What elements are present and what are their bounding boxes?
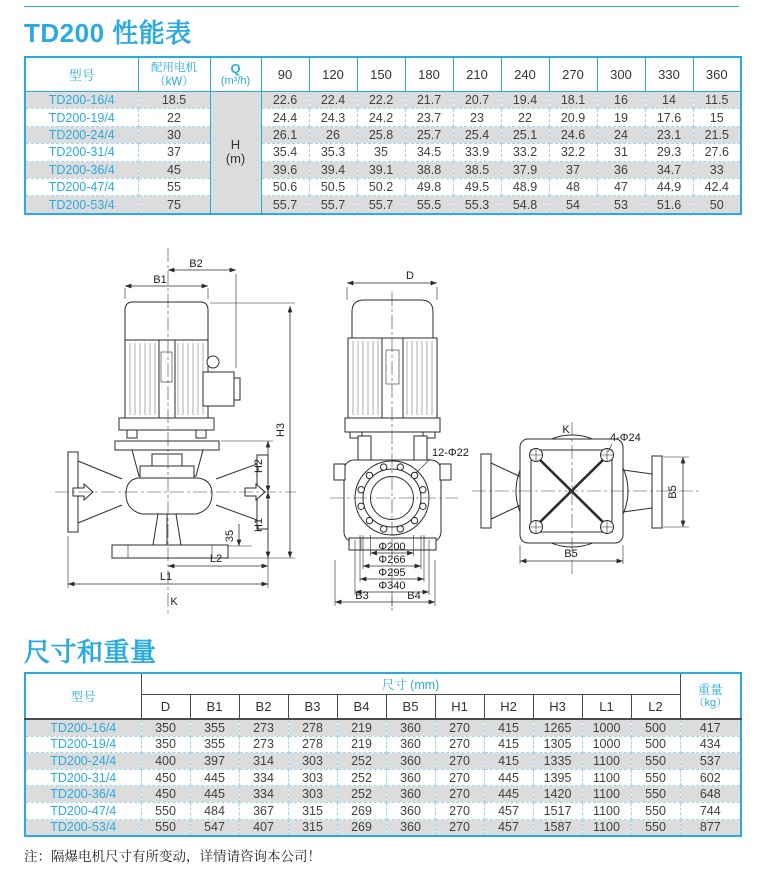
dim-col-header: H1 xyxy=(435,695,484,720)
cell: 53 xyxy=(597,196,645,214)
cell: 415 xyxy=(484,719,533,736)
perf-col-q xyxy=(210,57,261,92)
table-row xyxy=(25,161,741,178)
motor-label-line2: （kW） xyxy=(154,75,194,88)
cell: 25.8 xyxy=(357,126,405,143)
cell: 23 xyxy=(453,109,501,126)
cell: 270 xyxy=(435,753,484,770)
weight-label-line2: （kg） xyxy=(693,696,728,709)
cell: 55.7 xyxy=(309,196,357,214)
perf-col-model: 型号 xyxy=(25,57,138,92)
cell: 1100 xyxy=(582,769,631,786)
cell: 550 xyxy=(631,753,680,770)
cell: 55.3 xyxy=(453,196,501,214)
cell: 34.7 xyxy=(645,161,693,178)
cell: 314 xyxy=(239,753,288,770)
dim-col-header: H2 xyxy=(484,695,533,720)
cell: 11.5 xyxy=(693,92,741,109)
cell: 367 xyxy=(239,802,288,819)
cell: 355 xyxy=(190,719,239,736)
cell: 45 xyxy=(138,161,210,178)
table-row xyxy=(25,819,741,836)
cell: 550 xyxy=(631,769,680,786)
flow-header: 270 xyxy=(549,57,597,92)
model-cell: TD200-24/4 xyxy=(25,126,138,143)
cell: 29.3 xyxy=(645,144,693,161)
cell: 18.5 xyxy=(138,92,210,109)
cell: 1000 xyxy=(582,736,631,753)
cell: 32.2 xyxy=(549,144,597,161)
dim-col-header: D xyxy=(141,695,190,720)
cell: 14 xyxy=(645,92,693,109)
cell: 17.6 xyxy=(645,109,693,126)
cell: 35.4 xyxy=(261,144,309,161)
cell: 500 xyxy=(631,736,680,753)
cell: 38.5 xyxy=(453,161,501,178)
cell: 252 xyxy=(337,753,386,770)
cell: 54.8 xyxy=(501,196,549,214)
table-row xyxy=(25,786,741,803)
cell: 1335 xyxy=(533,753,582,770)
dim-label-b5-bottom: B5 xyxy=(564,548,578,560)
cell: 39.1 xyxy=(357,161,405,178)
weight-label-line1: 重量 xyxy=(697,682,723,697)
cell: 18.1 xyxy=(549,92,597,109)
cell: 278 xyxy=(288,719,337,736)
dim-label-b5-side: B5 xyxy=(667,485,679,499)
model-cell: TD200-31/4 xyxy=(25,769,141,786)
view-label-k: K xyxy=(170,596,178,608)
cell: 270 xyxy=(435,736,484,753)
flow-header: 90 xyxy=(261,57,309,92)
cell: 550 xyxy=(141,819,190,836)
cell: 219 xyxy=(337,719,386,736)
cell: 315 xyxy=(288,819,337,836)
cell: 360 xyxy=(386,736,435,753)
model-cell: TD200-36/4 xyxy=(25,161,138,178)
cell: 16 xyxy=(597,92,645,109)
cell: 303 xyxy=(288,786,337,803)
cell: 20.7 xyxy=(453,92,501,109)
cell: 303 xyxy=(288,753,337,770)
weight-cell: 417 xyxy=(680,719,741,736)
flow-header: 240 xyxy=(501,57,549,92)
cell: 400 xyxy=(141,753,190,770)
cell: 350 xyxy=(141,719,190,736)
model-cell: TD200-47/4 xyxy=(25,802,141,819)
cell: 34.5 xyxy=(405,144,453,161)
cell: 75 xyxy=(138,196,210,214)
table-row xyxy=(25,802,741,819)
h-label: H xyxy=(230,137,241,153)
cell: 19 xyxy=(597,109,645,126)
cell: 50.6 xyxy=(261,178,309,195)
cell: 547 xyxy=(190,819,239,836)
model-cell: TD200-53/4 xyxy=(25,819,141,836)
cell: 270 xyxy=(435,819,484,836)
model-cell: TD200-36/4 xyxy=(25,786,141,803)
cell: 38.8 xyxy=(405,161,453,178)
performance-table xyxy=(24,56,742,215)
dim-col-header: B2 xyxy=(239,695,288,720)
flow-header: 360 xyxy=(693,57,741,92)
dim-col-weight xyxy=(680,673,741,719)
cell: 457 xyxy=(484,819,533,836)
model-cell: TD200-53/4 xyxy=(25,196,138,214)
cell: 315 xyxy=(288,802,337,819)
cell: 1305 xyxy=(533,736,582,753)
cell: 25.7 xyxy=(405,126,453,143)
cell: 33.9 xyxy=(453,144,501,161)
cell: 360 xyxy=(386,753,435,770)
table-row xyxy=(25,92,741,109)
dim-label-h2: H2 xyxy=(253,458,265,474)
h-unit-label: (m) xyxy=(225,151,246,167)
cell: 19.4 xyxy=(501,92,549,109)
dim-label-35: 35 xyxy=(224,529,236,543)
table-row xyxy=(25,109,741,126)
table-row xyxy=(25,753,741,770)
cell: 23.1 xyxy=(645,126,693,143)
cell: 278 xyxy=(288,736,337,753)
table-row xyxy=(25,178,741,195)
dim-label-phi340: Φ340 xyxy=(378,580,406,592)
dim-label-b3: B3 xyxy=(355,590,369,602)
model-cell: TD200-24/4 xyxy=(25,753,141,770)
model-cell: TD200-31/4 xyxy=(25,144,138,161)
weight-cell: 537 xyxy=(680,753,741,770)
cell: 21.7 xyxy=(405,92,453,109)
dimensions-table xyxy=(24,672,742,837)
cell: 55 xyxy=(138,178,210,195)
cell: 22.4 xyxy=(309,92,357,109)
cell: 39.4 xyxy=(309,161,357,178)
cell: 55.7 xyxy=(357,196,405,214)
cell: 25.1 xyxy=(501,126,549,143)
cell: 360 xyxy=(386,819,435,836)
cell: 22 xyxy=(501,109,549,126)
dim-col-header: L2 xyxy=(631,695,680,720)
cell: 21.5 xyxy=(693,126,741,143)
cell: 48 xyxy=(549,178,597,195)
q-unit-label: (m³/h) xyxy=(220,75,251,87)
bolt-callout-front: 12-Φ22 xyxy=(432,447,469,459)
cell: 360 xyxy=(386,719,435,736)
page-title: 尺寸和重量 xyxy=(24,637,157,667)
cell: 407 xyxy=(239,819,288,836)
cell: 42.4 xyxy=(693,178,741,195)
cell: 15 xyxy=(693,109,741,126)
perf-header-row xyxy=(25,57,741,92)
cell: 33.2 xyxy=(501,144,549,161)
model-cell: TD200-47/4 xyxy=(25,178,138,195)
dim-span-header: 尺寸 (mm) xyxy=(141,673,680,695)
cell: 1420 xyxy=(533,786,582,803)
cell: 31 xyxy=(597,144,645,161)
weight-cell: 877 xyxy=(680,819,741,836)
cell: 355 xyxy=(190,736,239,753)
motor-label-line1: 配用电机 xyxy=(151,61,197,74)
cell: 39.6 xyxy=(261,161,309,178)
pump-top-view xyxy=(472,422,700,575)
cell: 252 xyxy=(337,769,386,786)
cell: 270 xyxy=(435,786,484,803)
head-unit-cell xyxy=(210,92,261,214)
cell: 273 xyxy=(239,736,288,753)
model-cell: TD200-19/4 xyxy=(25,736,141,753)
cell: 270 xyxy=(435,769,484,786)
cell: 44.9 xyxy=(645,178,693,195)
cell: 270 xyxy=(435,802,484,819)
model-cell: TD200-16/4 xyxy=(25,92,138,109)
cell: 1265 xyxy=(533,719,582,736)
cell: 450 xyxy=(141,769,190,786)
cell: 1587 xyxy=(533,819,582,836)
cell: 24.3 xyxy=(309,109,357,126)
cell: 500 xyxy=(631,719,680,736)
cell: 1100 xyxy=(582,753,631,770)
cell: 24.4 xyxy=(261,109,309,126)
cell: 457 xyxy=(484,802,533,819)
cell: 23.7 xyxy=(405,109,453,126)
cell: 22 xyxy=(138,109,210,126)
cell: 1100 xyxy=(582,802,631,819)
dim-col-header: H3 xyxy=(533,695,582,720)
table-row xyxy=(25,769,741,786)
cell: 27.6 xyxy=(693,144,741,161)
weight-cell: 744 xyxy=(680,802,741,819)
cell: 415 xyxy=(484,753,533,770)
cell: 360 xyxy=(386,802,435,819)
dim-col-header: B3 xyxy=(288,695,337,720)
cell: 24 xyxy=(597,126,645,143)
dim-label-l2: L2 xyxy=(209,553,223,565)
bolt-callout-top: 4-Φ24 xyxy=(610,432,641,444)
cell: 35 xyxy=(357,144,405,161)
cell: 484 xyxy=(190,802,239,819)
cell: 24.6 xyxy=(549,126,597,143)
table-row xyxy=(25,719,741,736)
model-cell: TD200-16/4 xyxy=(25,719,141,736)
cell: 25.4 xyxy=(453,126,501,143)
cell: 37 xyxy=(138,144,210,161)
table-row xyxy=(25,126,741,143)
cell: 1000 xyxy=(582,719,631,736)
dim-label-h3: H3 xyxy=(275,422,287,438)
table-row xyxy=(25,196,741,214)
q-label: Q xyxy=(230,61,241,76)
cell: 397 xyxy=(190,753,239,770)
cell: 350 xyxy=(141,736,190,753)
flow-header: 300 xyxy=(597,57,645,92)
cell: 37 xyxy=(549,161,597,178)
cell: 1395 xyxy=(533,769,582,786)
dim-label-b1: B1 xyxy=(153,274,167,286)
cell: 445 xyxy=(484,769,533,786)
cell: 550 xyxy=(141,802,190,819)
cell: 445 xyxy=(484,786,533,803)
flow-header: 210 xyxy=(453,57,501,92)
flow-header: 120 xyxy=(309,57,357,92)
cell: 360 xyxy=(386,786,435,803)
cell: 360 xyxy=(386,769,435,786)
cell: 269 xyxy=(337,819,386,836)
cell: 30 xyxy=(138,126,210,143)
cell: 550 xyxy=(631,786,680,803)
cell: 55.5 xyxy=(405,196,453,214)
cell: 26 xyxy=(309,126,357,143)
dim-label-d: D xyxy=(406,270,414,282)
dim-label-h1: H1 xyxy=(253,517,265,533)
cell: 303 xyxy=(288,769,337,786)
page-title: TD200 性能表 xyxy=(24,18,192,48)
pump-front-view xyxy=(330,270,469,612)
top-rule xyxy=(24,6,739,7)
cell: 273 xyxy=(239,719,288,736)
cell: 24.2 xyxy=(357,109,405,126)
cell: 36 xyxy=(597,161,645,178)
cell: 33 xyxy=(693,161,741,178)
cell: 49.8 xyxy=(405,178,453,195)
cell: 35.3 xyxy=(309,144,357,161)
table-row xyxy=(25,736,741,753)
dim-label-b4: B4 xyxy=(407,590,421,602)
weight-cell: 648 xyxy=(680,786,741,803)
cell: 219 xyxy=(337,736,386,753)
cell: 1517 xyxy=(533,802,582,819)
cell: 445 xyxy=(190,769,239,786)
flow-header: 330 xyxy=(645,57,693,92)
perf-col-motor xyxy=(138,57,210,92)
cell: 47 xyxy=(597,178,645,195)
dim-col-header: B5 xyxy=(386,695,435,720)
cell: 334 xyxy=(239,786,288,803)
cell: 48.9 xyxy=(501,178,549,195)
cell: 445 xyxy=(190,786,239,803)
cell: 20.9 xyxy=(549,109,597,126)
dim-label-phi200: Φ200 xyxy=(378,541,406,553)
cell: 49.5 xyxy=(453,178,501,195)
cell: 51.6 xyxy=(645,196,693,214)
dim-header-row-1 xyxy=(25,673,741,695)
table-row xyxy=(25,144,741,161)
cell: 55.7 xyxy=(261,196,309,214)
cell: 50 xyxy=(693,196,741,214)
cell: 26.1 xyxy=(261,126,309,143)
model-cell: TD200-19/4 xyxy=(25,109,138,126)
dim-label-l1: L1 xyxy=(159,571,173,583)
weight-cell: 602 xyxy=(680,769,741,786)
footnote: 注：隔爆电机尺寸有所变动，详情请咨询本公司！ xyxy=(24,849,321,864)
dim-label-phi295: Φ295 xyxy=(378,567,406,579)
flow-header: 150 xyxy=(357,57,405,92)
cell: 252 xyxy=(337,786,386,803)
weight-cell: 434 xyxy=(680,736,741,753)
view-label-k-top: K xyxy=(562,424,570,436)
cell: 50.2 xyxy=(357,178,405,195)
dim-col-header: B1 xyxy=(190,695,239,720)
dim-label-b2: B2 xyxy=(189,258,203,270)
pump-side-view xyxy=(55,248,296,614)
cell: 22.6 xyxy=(261,92,309,109)
dim-col-model: 型号 xyxy=(25,673,141,719)
cell: 550 xyxy=(631,802,680,819)
cell: 415 xyxy=(484,736,533,753)
flow-header: 180 xyxy=(405,57,453,92)
cell: 1100 xyxy=(582,819,631,836)
cell: 50.5 xyxy=(309,178,357,195)
cell: 270 xyxy=(435,719,484,736)
cell: 54 xyxy=(549,196,597,214)
cell: 1100 xyxy=(582,786,631,803)
dim-col-header: B4 xyxy=(337,695,386,720)
cell: 450 xyxy=(141,786,190,803)
cell: 269 xyxy=(337,802,386,819)
cell: 37.9 xyxy=(501,161,549,178)
cell: 550 xyxy=(631,819,680,836)
pump-drawings xyxy=(0,233,763,618)
cell: 22.2 xyxy=(357,92,405,109)
dim-label-phi266: Φ266 xyxy=(378,554,406,566)
dim-col-header: L1 xyxy=(582,695,631,720)
cell: 334 xyxy=(239,769,288,786)
